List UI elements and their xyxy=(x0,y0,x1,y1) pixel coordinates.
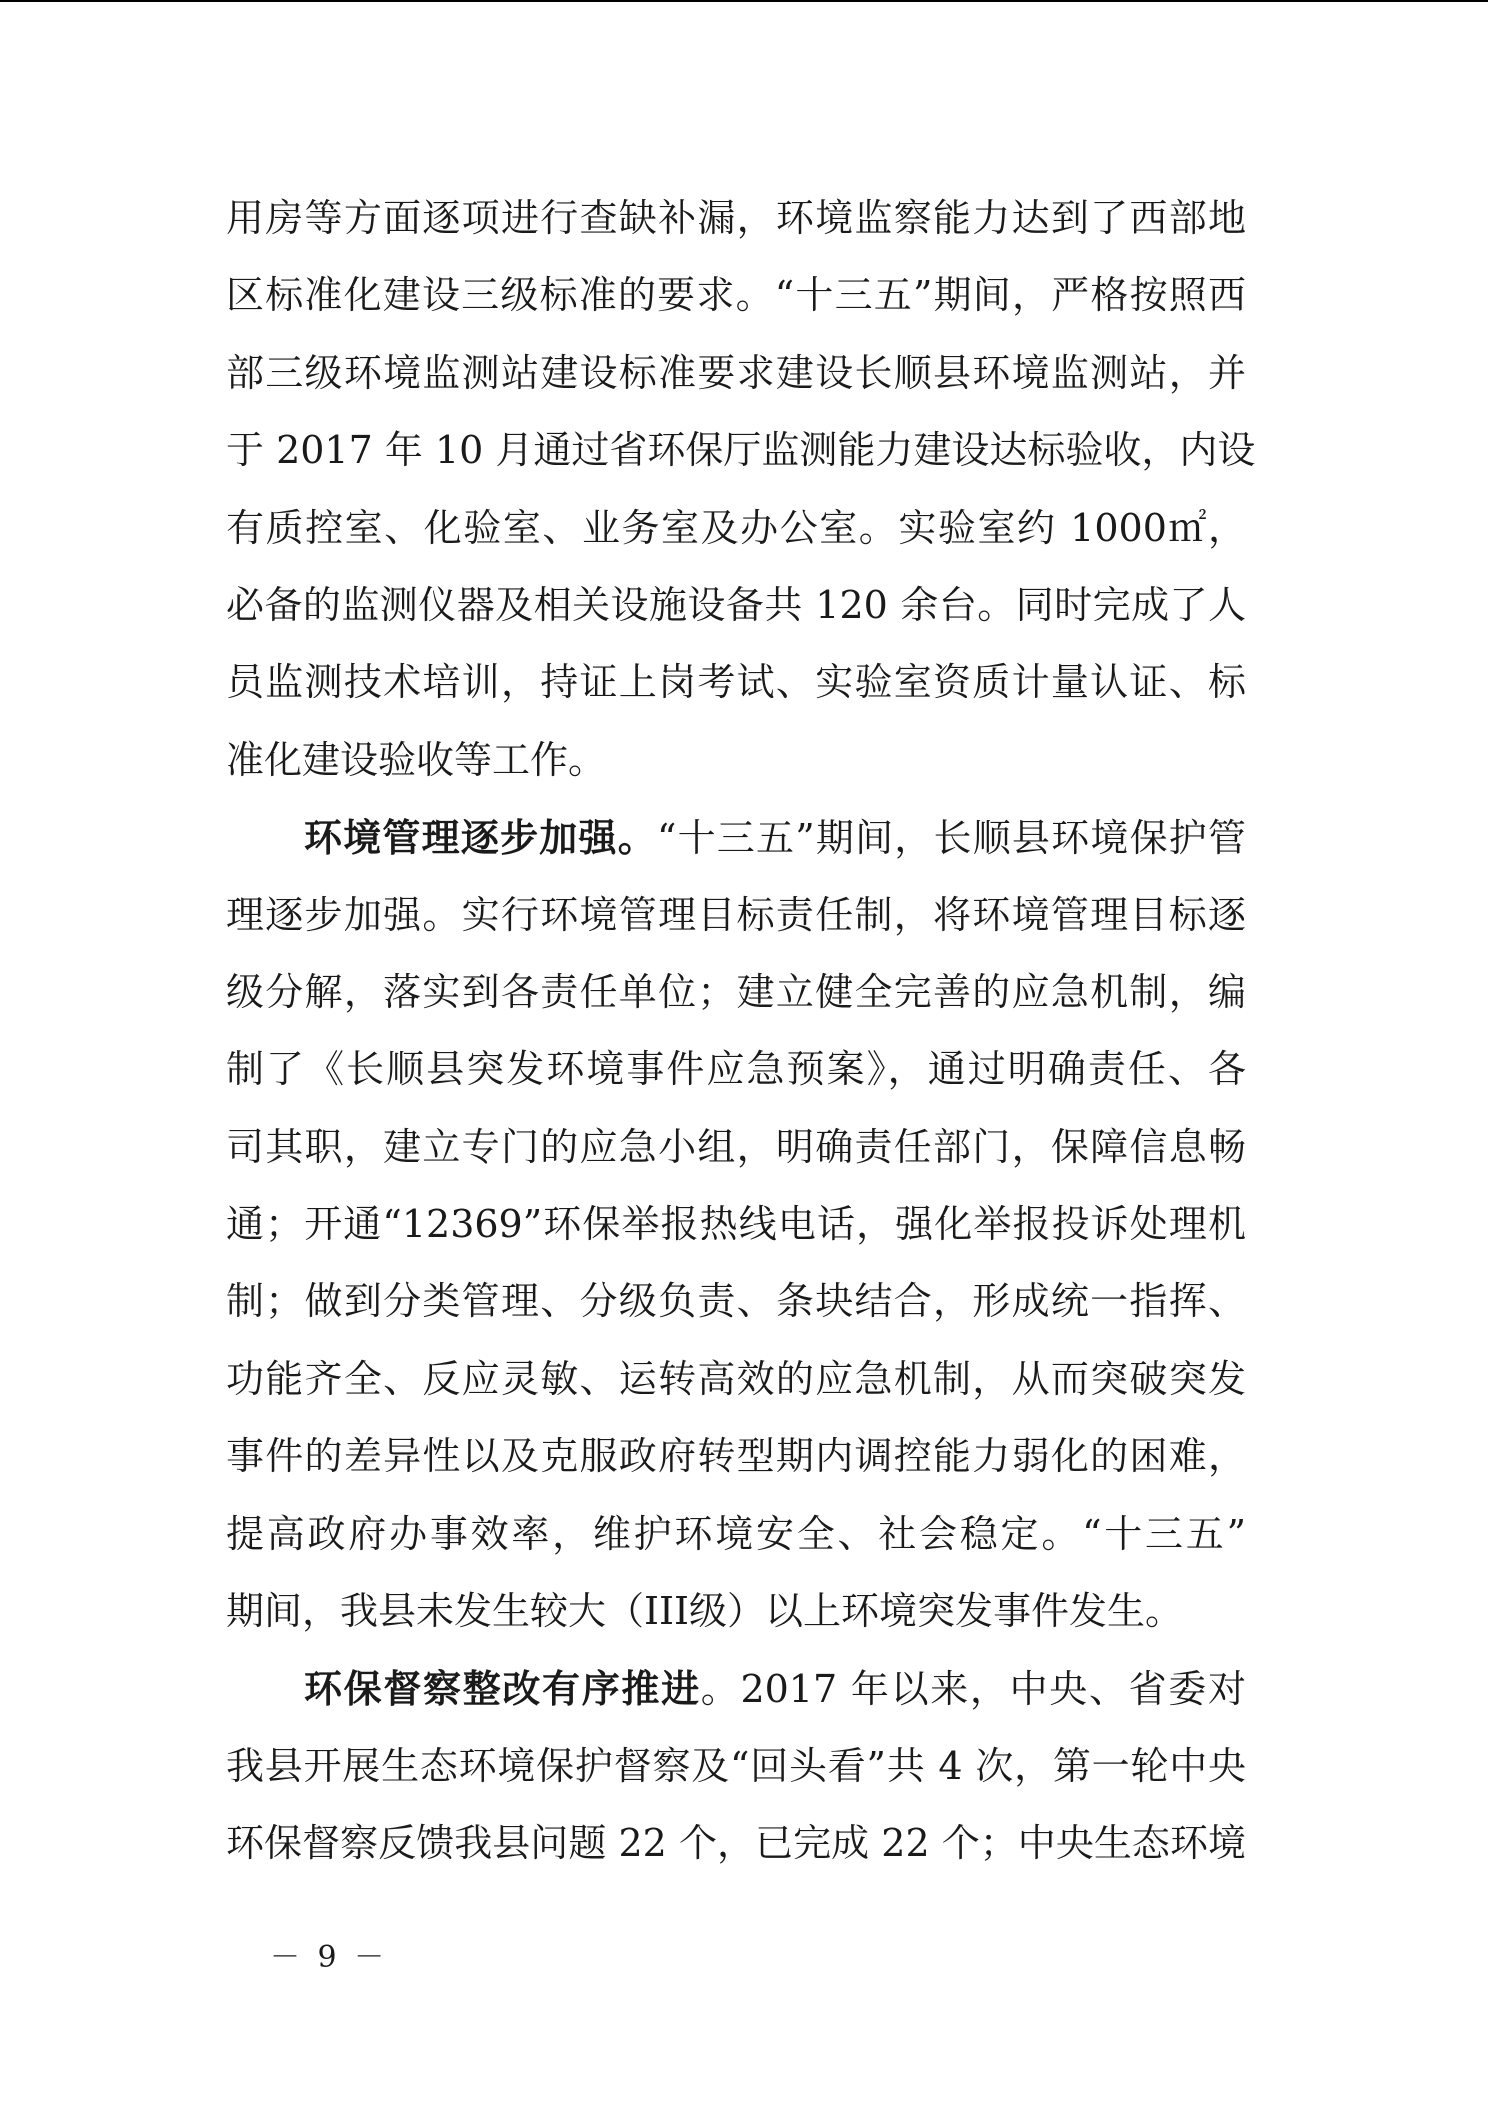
text-line: 有质控室、化验室、业务室及办公室。实验室约 1000㎡， xyxy=(226,505,1246,550)
text-line: 我县开展生态环境保护督察及“回头看”共 4 次，第一轮中央 xyxy=(226,1743,1246,1788)
text-line: 部三级环境监测站建设标准要求建设长顺县环境监测站，并 xyxy=(226,350,1246,395)
paragraph-heading: 环保督察整改有序推进 xyxy=(304,1666,701,1712)
text-line: 级分解，落实到各责任单位；建立健全完善的应急机制，编 xyxy=(226,969,1246,1014)
paragraph-heading: 环境管理逐步加强。 xyxy=(304,815,657,861)
page-number: － 9 － xyxy=(270,1940,389,1975)
text-line: 通；开通“12369”环保举报热线电话，强化举报投诉处理机 xyxy=(226,1202,1246,1247)
paragraph-inspection-rectification xyxy=(226,1650,1246,1882)
text-line: 准化建设验收等工作。 xyxy=(226,737,607,782)
top-border-line xyxy=(0,0,1488,2)
text-line: 事件的差异性以及克服政府转型期内调控能力弱化的困难， xyxy=(226,1434,1246,1479)
text-line: 制；做到分类管理、分级负责、条块结合，形成统一指挥、 xyxy=(226,1279,1246,1324)
text-line: 司其职，建立专门的应急小组，明确责任部门，保障信息畅 xyxy=(226,1124,1246,1169)
paragraph-environment-management xyxy=(226,799,1246,1650)
text-run: “十三五”期间，长顺县环境保护管 xyxy=(656,816,1246,861)
text-line: 环保督察反馈我县问题 22 个，已完成 22 个；中央生态环境 xyxy=(226,1821,1246,1866)
text-line: 理逐步加强。实行环境管理目标责任制，将环境管理目标逐 xyxy=(226,892,1246,937)
text-line: 员监测技术培训，持证上岗考试、实验室资质计量认证、标 xyxy=(226,660,1246,705)
text-line: 用房等方面逐项进行查缺补漏，环境监察能力达到了西部地 xyxy=(226,196,1246,240)
body-text xyxy=(226,180,1256,1883)
text-line: 期间，我县未发生较大（III级）以上环境突发事件发生。 xyxy=(226,1589,1184,1634)
text-line-first xyxy=(226,799,1246,876)
text-line: 提高政府办事效率，维护环境安全、社会稳定。“十三五” xyxy=(226,1511,1246,1556)
text-line: 于 2017 年 10 月通过省环保厅监测能力建设达标验收，内设 xyxy=(226,428,1256,473)
text-line: 制了《长顺县突发环境事件应急预案》，通过明确责任、各 xyxy=(226,1047,1246,1092)
text-line: 区标准化建设三级标准的要求。“十三五”期间，严格按照西 xyxy=(226,273,1246,318)
text-line-first xyxy=(226,1650,1246,1727)
text-line: 必备的监测仪器及相关设施设备共 120 余台。同时完成了人 xyxy=(226,582,1246,627)
text-line: 功能齐全、反应灵敏、运转高效的应急机制，从而突破突发 xyxy=(226,1356,1246,1401)
text-run: 。2017 年以来，中央、省委对 xyxy=(700,1667,1246,1712)
paragraph-monitoring-capacity xyxy=(226,180,1256,799)
